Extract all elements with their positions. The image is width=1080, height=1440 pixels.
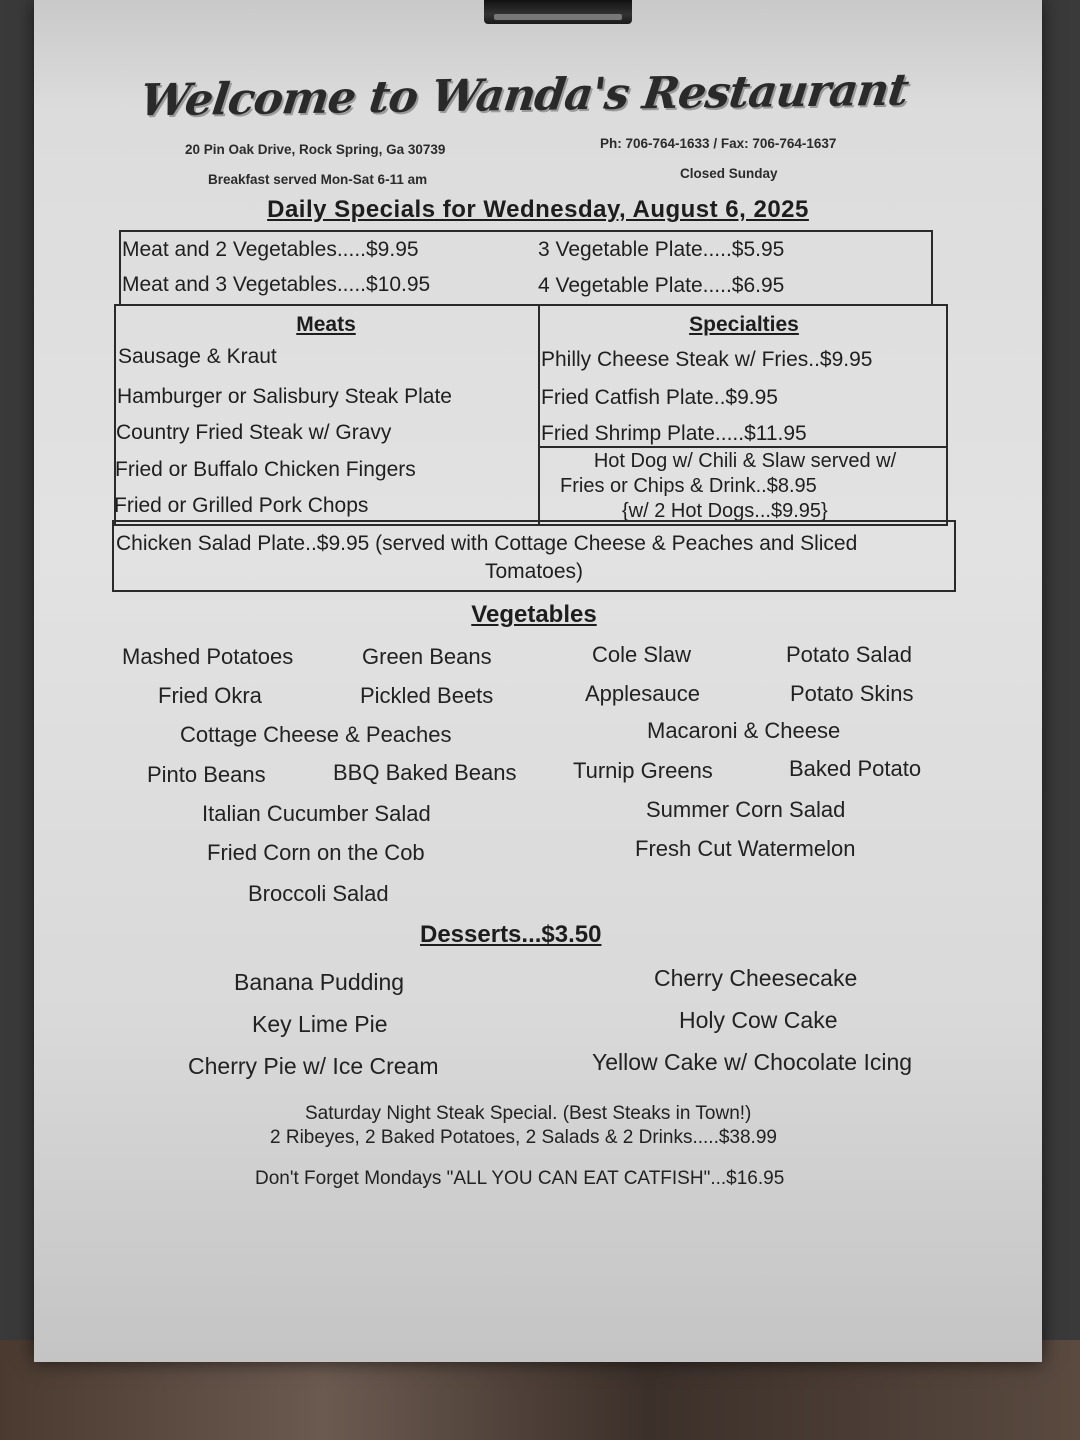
dessert-item: Cherry Pie w/ Ice Cream	[188, 1053, 439, 1079]
column-divider	[538, 304, 540, 524]
vegetable-item: Mashed Potatoes	[122, 644, 294, 669]
meat-item: Sausage & Kraut	[118, 345, 277, 368]
plate-meat-2-veg: Meat and 2 Vegetables.....$9.95	[122, 238, 419, 261]
vegetable-item: Potato Salad	[786, 642, 912, 667]
desserts-heading: Desserts...$3.50	[420, 921, 602, 948]
vegetable-item: Macaroni & Cheese	[647, 718, 841, 743]
vegetable-item: Cole Slaw	[592, 642, 692, 667]
plate-4-veg: 4 Vegetable Plate.....$6.95	[538, 274, 785, 297]
plate-3-veg: 3 Vegetable Plate.....$5.95	[538, 238, 785, 261]
vegetable-item: Green Beans	[362, 644, 492, 669]
specialty-item: Philly Cheese Steak w/ Fries..$9.95	[541, 348, 873, 371]
hotdog-line: {w/ 2 Hot Dogs...$9.95}	[622, 500, 828, 522]
meat-item: Country Fried Steak w/ Gravy	[116, 421, 392, 444]
meat-item: Fried or Grilled Pork Chops	[114, 494, 369, 517]
breakfast-hours: Breakfast served Mon-Sat 6-11 am	[208, 172, 428, 187]
dessert-item: Holy Cow Cake	[679, 1007, 838, 1033]
dessert-item: Banana Pudding	[234, 969, 405, 995]
specialty-item: Fried Shrimp Plate.....$11.95	[541, 422, 807, 445]
hotdog-line: Hot Dog w/ Chili & Slaw served w/	[593, 450, 897, 472]
meats-specialties-box	[114, 304, 948, 526]
dessert-item: Yellow Cake w/ Chocolate Icing	[592, 1049, 913, 1075]
meats-heading: Meats	[296, 313, 356, 336]
vegetable-item: Turnip Greens	[573, 758, 713, 783]
dessert-item: Cherry Cheesecake	[654, 965, 858, 991]
specials-title: Daily Specials for Wednesday, August 6, 2025	[267, 196, 809, 223]
meat-item: Hamburger or Salisbury Steak Plate	[117, 385, 452, 408]
vegetable-item: Baked Potato	[789, 756, 922, 781]
saturday-special-detail: 2 Ribeyes, 2 Baked Potatoes, 2 Salads & 2 Drinks.....$38.99	[270, 1127, 777, 1148]
vegetable-item: Broccoli Salad	[248, 881, 389, 906]
vegetable-item: Italian Cucumber Salad	[202, 801, 431, 826]
closed-notice: Closed Sunday	[680, 166, 778, 181]
clipboard-clip	[484, 0, 632, 24]
chicken-salad-line: Tomatoes)	[484, 560, 584, 583]
vegetable-item: Pinto Beans	[147, 762, 266, 787]
vegetable-item: Fresh Cut Watermelon	[635, 836, 856, 861]
plate-meat-3-veg: Meat and 3 Vegetables.....$10.95	[122, 273, 431, 296]
restaurant-title: Welcome to Wanda's Restaurant	[137, 64, 911, 127]
vegetable-item: Potato Skins	[790, 681, 914, 706]
specialties-heading: Specialties	[689, 313, 799, 336]
vegetable-item: Cottage Cheese & Peaches	[180, 722, 452, 747]
hotdog-line: Fries or Chips & Drink..$8.95	[560, 475, 817, 497]
vegetable-item: Fried Corn on the Cob	[207, 840, 425, 865]
hotdog-divider	[538, 446, 948, 448]
dessert-item: Key Lime Pie	[252, 1011, 388, 1037]
vegetable-item: Pickled Beets	[360, 683, 494, 708]
vegetable-item: Applesauce	[585, 681, 700, 706]
vegetable-item: BBQ Baked Beans	[333, 760, 517, 785]
specialty-item: Fried Catfish Plate..$9.95	[541, 386, 778, 409]
phone-fax: Ph: 706-764-1633 / Fax: 706-764-1637	[600, 136, 837, 151]
menu-page	[34, 0, 1042, 1362]
monday-special: Don't Forget Mondays "ALL YOU CAN EAT CATFISH"...$16.95	[255, 1168, 785, 1189]
chicken-salad-line: Chicken Salad Plate..$9.95 (served with Cottage Cheese & Peaches and Sliced	[116, 532, 858, 555]
vegetable-item: Summer Corn Salad	[646, 797, 846, 822]
address: 20 Pin Oak Drive, Rock Spring, Ga 30739	[185, 142, 446, 157]
vegetables-heading: Vegetables	[471, 601, 597, 628]
meat-item: Fried or Buffalo Chicken Fingers	[115, 458, 416, 481]
saturday-special: Saturday Night Steak Special. (Best Steaks in Town!)	[305, 1103, 752, 1124]
vegetable-item: Fried Okra	[158, 683, 262, 708]
